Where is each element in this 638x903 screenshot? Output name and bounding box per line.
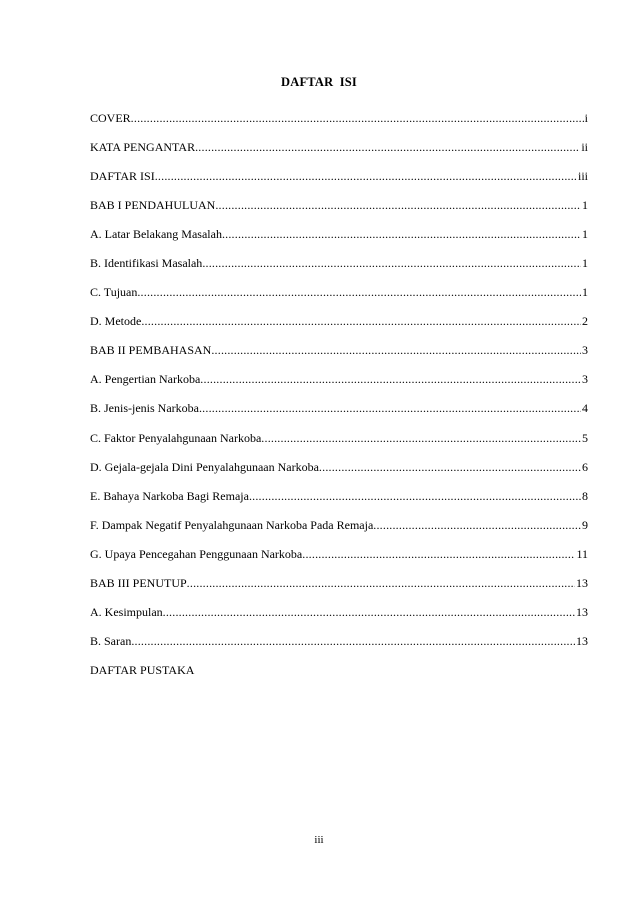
toc-dot-leader xyxy=(195,133,580,162)
toc-entry-page-number: 1 xyxy=(582,256,588,271)
toc-entry-page-number: 5 xyxy=(582,430,588,445)
toc-dot-leader xyxy=(131,627,575,656)
table-of-contents xyxy=(90,104,588,685)
toc-entry-label: C. Faktor Penyalahgunaan Narkoba xyxy=(90,430,262,445)
toc-entry xyxy=(90,191,588,220)
toc-dot-leader xyxy=(141,307,581,336)
toc-entry-label: BAB III PENUTUP xyxy=(90,575,187,590)
toc-entry-label: KATA PENGANTAR xyxy=(90,140,196,155)
toc-entry xyxy=(90,249,588,278)
toc-dot-leader xyxy=(249,482,581,511)
toc-entry-page-number: 11 xyxy=(576,546,588,561)
toc-entry-label: C. Tujuan xyxy=(90,285,138,300)
toc-entry-page-number: 4 xyxy=(582,401,588,416)
toc-entry xyxy=(90,424,588,453)
toc-dot-leader xyxy=(373,511,581,540)
toc-entry-page-number: 3 xyxy=(582,372,588,387)
toc-entry-page-number: 8 xyxy=(582,488,588,503)
toc-dot-leader xyxy=(131,104,584,133)
toc-entry xyxy=(90,482,588,511)
toc-entry xyxy=(90,453,588,482)
toc-entry-page-number: 6 xyxy=(582,459,588,474)
toc-entry xyxy=(90,307,588,336)
toc-entry-label: DAFTAR ISI xyxy=(90,169,155,184)
toc-entry-label: A. Pengertian Narkoba xyxy=(90,372,201,387)
toc-entry-label: B. Saran xyxy=(90,633,132,648)
toc-entry-page-number: i xyxy=(584,111,588,125)
toc-entry-label: D. Gejala-gejala Dini Penyalahgunaan Narkoba xyxy=(90,459,319,474)
toc-entry-page-number: 1 xyxy=(582,227,588,242)
toc-entry-label: DAFTAR PUSTAKA xyxy=(90,662,195,677)
page-number: iii xyxy=(314,834,324,846)
toc-dot-leader xyxy=(155,162,577,191)
toc-entry-label: D. Metode xyxy=(90,314,142,329)
toc-entry xyxy=(90,336,588,365)
toc-dot-leader xyxy=(137,278,581,307)
toc-entry-page-number: 13 xyxy=(576,633,588,648)
toc-entry-label: B. Jenis-jenis Narkoba xyxy=(90,401,199,416)
toc-entry xyxy=(90,511,588,540)
toc-entry xyxy=(90,540,588,569)
toc-entry xyxy=(90,656,588,685)
toc-entry-label: B. Identifikasi Masalah xyxy=(90,256,203,271)
toc-entry xyxy=(90,394,588,423)
toc-entry-page-number: 3 xyxy=(582,343,588,358)
toc-entry-label: BAB I PENDAHULUAN xyxy=(90,198,216,213)
toc-dot-leader xyxy=(163,598,575,627)
toc-dot-leader xyxy=(211,336,581,365)
toc-dot-leader xyxy=(187,569,575,598)
toc-dot-leader xyxy=(215,191,581,220)
toc-entry xyxy=(90,104,588,133)
toc-entry-page-number: 2 xyxy=(582,314,588,329)
toc-entry-page-number: ii xyxy=(581,140,588,155)
toc-dot-leader xyxy=(261,424,581,453)
toc-dot-leader xyxy=(222,220,581,249)
toc-entry-label: E. Bahaya Narkoba Bagi Remaja xyxy=(90,488,249,503)
toc-entry-label: F. Dampak Negatif Penyalahgunaan Narkoba Pada Remaja xyxy=(90,517,374,532)
toc-dot-leader xyxy=(319,453,581,482)
page-title: DAFTAR ISI xyxy=(281,75,357,89)
toc-entry-label: A. Latar Belakang Masalah xyxy=(90,227,222,242)
toc-dot-leader xyxy=(200,365,581,394)
toc-entry-page-number: 1 xyxy=(582,285,588,300)
toc-entry-label: COVER xyxy=(90,111,131,125)
toc-entry-label: A. Kesimpulan xyxy=(90,604,163,619)
toc-entry-page-number: 13 xyxy=(576,604,588,619)
toc-entry-page-number: 13 xyxy=(576,575,588,590)
toc-dot-leader xyxy=(302,540,575,569)
toc-entry-label: G. Upaya Pencegahan Penggunaan Narkoba xyxy=(90,546,303,561)
toc-entry-page-number: 9 xyxy=(582,517,588,532)
toc-entry xyxy=(90,598,588,627)
toc-entry-page-number: 1 xyxy=(582,198,588,213)
toc-entry-page-number: iii xyxy=(577,169,588,184)
toc-entry xyxy=(90,162,588,191)
toc-entry-label: BAB II PEMBAHASAN xyxy=(90,343,212,358)
toc-dot-leader xyxy=(202,249,581,278)
toc-entry xyxy=(90,627,588,656)
toc-entry xyxy=(90,220,588,249)
toc-entry xyxy=(90,365,588,394)
toc-entry xyxy=(90,569,588,598)
toc-entry xyxy=(90,133,588,162)
toc-dot-leader xyxy=(199,394,581,423)
toc-entry xyxy=(90,278,588,307)
